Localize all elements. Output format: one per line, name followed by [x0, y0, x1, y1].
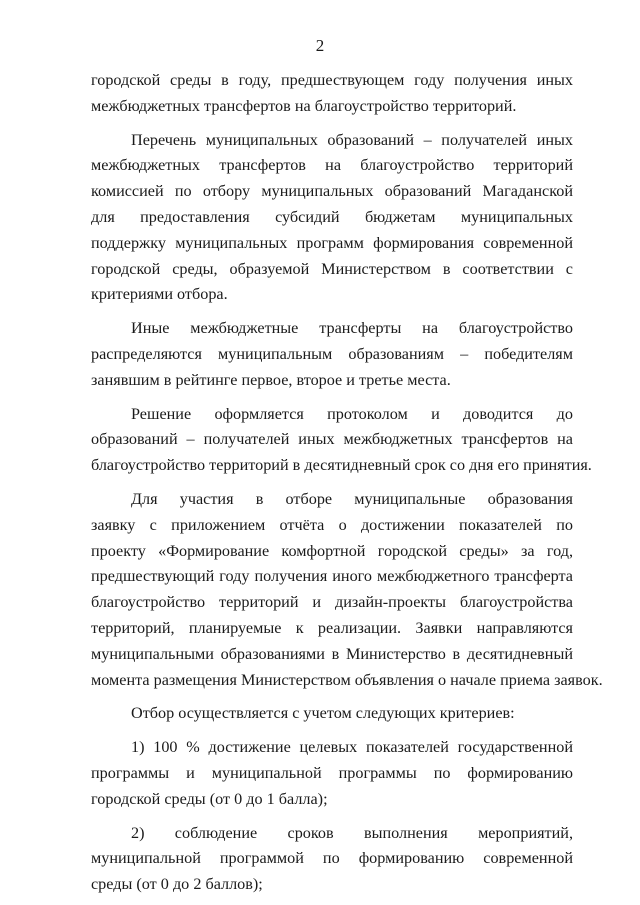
paragraph-gap	[91, 394, 573, 402]
text-line: предшествующий году получения иного межбюджетного трансферта	[91, 567, 573, 586]
text-line: для предоставления субсидий бюджетам муниципальных	[91, 207, 573, 226]
text-line: проекту «Формирование комфортной городской среды» за год,	[91, 541, 573, 560]
text-line: образований – получателей иных межбюджетных трансфертов на	[91, 430, 573, 449]
paragraph	[91, 68, 573, 120]
text-line: занявшим в рейтинге первое, второе и третье места.	[91, 370, 451, 389]
text-line: критериями отбора.	[91, 285, 228, 304]
text-line: благоустройство территорий в десятидневный срок со дня его принятия.	[91, 456, 592, 475]
text-line: Перечень муниципальных образований – получателей иных	[131, 130, 573, 149]
text-line: комиссией по отбору муниципальных образований Магаданской	[91, 182, 573, 201]
text-line: городской среды в году, предшествующем году получения иных	[91, 71, 573, 89]
text-line: Решение оформляется протоколом и доводится до	[131, 404, 573, 423]
text-line: муниципальной программой по формированию современной	[91, 849, 573, 868]
paragraph-gap	[91, 693, 573, 701]
text-line: программы и муниципальной программы по формированию	[91, 763, 573, 782]
paragraph-gap	[91, 727, 573, 735]
text-line: Отбор осуществляется с учетом следующих критериев:	[131, 704, 515, 723]
text-line: 2) соблюдение сроков выполнения мероприятий,	[131, 823, 573, 842]
document-body	[91, 68, 603, 898]
paragraph	[91, 402, 592, 479]
paragraph-gap	[91, 479, 573, 487]
text-line: благоустройство территорий и дизайн-проекты благоустройства	[91, 593, 573, 612]
paragraph	[91, 316, 573, 393]
text-line: территорий, планируемые к реализации. Заявки направляются	[91, 618, 573, 637]
text-line: момента размещения Министерством объявления о начале приема заявок.	[91, 670, 603, 689]
text-line: Для участия в отборе муниципальные образования	[131, 489, 573, 508]
text-line: межбюджетных трансфертов на благоустройство территорий	[91, 156, 573, 175]
paragraph-gap	[91, 308, 573, 316]
paragraph	[91, 128, 573, 309]
paragraph	[91, 821, 573, 898]
paragraph-gap	[91, 120, 573, 128]
text-line: межбюджетных трансфертов на благоустройство территорий.	[91, 96, 517, 115]
text-line: 1) 100 % достижение целевых показателей государственной	[131, 738, 573, 757]
text-line: среды (от 0 до 2 баллов);	[91, 875, 263, 894]
text-line: муниципальными образованиями в Министерство в десятидневный	[91, 644, 573, 663]
text-line: распределяются муниципальным образованиям – победителям	[91, 344, 573, 363]
text-line: городской среды (от 0 до 1 балла);	[91, 789, 328, 808]
paragraph	[91, 487, 603, 693]
paragraph	[91, 735, 573, 812]
text-line: городской среды, образуемой Министерством в соответствии с	[91, 259, 573, 278]
page-number: 2	[315, 36, 325, 55]
paragraph	[91, 701, 573, 727]
text-line: Иные межбюджетные трансферты на благоустройство	[131, 319, 573, 338]
text-line: заявку с приложением отчёта о достижении показателей по	[91, 515, 573, 534]
text-line: поддержку муниципальных программ формирования современной	[91, 233, 573, 252]
paragraph-gap	[91, 813, 573, 821]
